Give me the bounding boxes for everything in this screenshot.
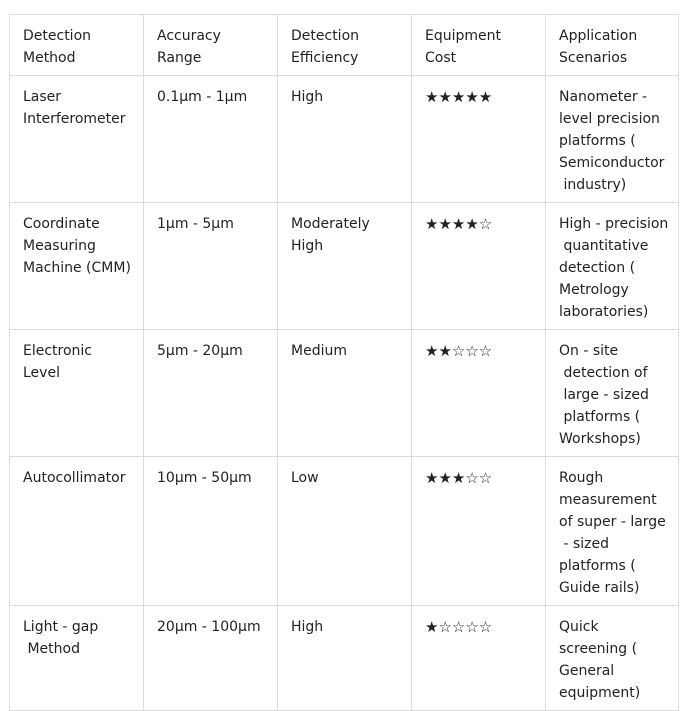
cell-efficiency: Low [278,457,412,606]
cell-method: Light - gap Method [10,606,144,711]
cell-method: Electronic Level [10,330,144,457]
cell-accuracy: 20μm - 100μm [144,606,278,711]
cell-method: Laser Interferometer [10,76,144,203]
header-equipment-cost: Equipment Cost [412,15,546,76]
cell-accuracy: 0.1μm - 1μm [144,76,278,203]
cell-accuracy: 1μm - 5μm [144,203,278,330]
cell-scenario: Rough measurement of super - large - sized platforms ( Guide rails) [546,457,679,606]
table-row [10,606,679,711]
cell-cost-stars: ★★★★★ [412,76,546,203]
cell-cost-stars: ★★★☆☆ [412,457,546,606]
header-detection-efficiency: Detection Efficiency [278,15,412,76]
table-header-row [10,15,679,76]
cell-scenario: Quick screening ( General equipment) [546,606,679,711]
cell-efficiency: High [278,606,412,711]
cell-cost-stars: ★★☆☆☆ [412,330,546,457]
header-accuracy-range: Accuracy Range [144,15,278,76]
table-row [10,457,679,606]
cell-scenario: High - precision quantitative detection ( Metrology laboratories) [546,203,679,330]
cell-cost-stars: ★★★★☆ [412,203,546,330]
cell-method: Coordinate Measuring Machine (CMM) [10,203,144,330]
cell-efficiency: High [278,76,412,203]
cell-scenario: On - site detection of large - sized platforms ( Workshops) [546,330,679,457]
cell-method: Autocollimator [10,457,144,606]
cell-scenario: Nanometer - level precision platforms ( Semiconductor industry) [546,76,679,203]
detection-methods-table [9,14,679,711]
table-row [10,76,679,203]
cell-efficiency: Moderately High [278,203,412,330]
cell-cost-stars: ★☆☆☆☆ [412,606,546,711]
cell-accuracy: 5μm - 20μm [144,330,278,457]
header-detection-method: Detection Method [10,15,144,76]
cell-accuracy: 10μm - 50μm [144,457,278,606]
table-row [10,203,679,330]
table-row [10,330,679,457]
cell-efficiency: Medium [278,330,412,457]
header-application-scenarios: Application Scenarios [546,15,679,76]
